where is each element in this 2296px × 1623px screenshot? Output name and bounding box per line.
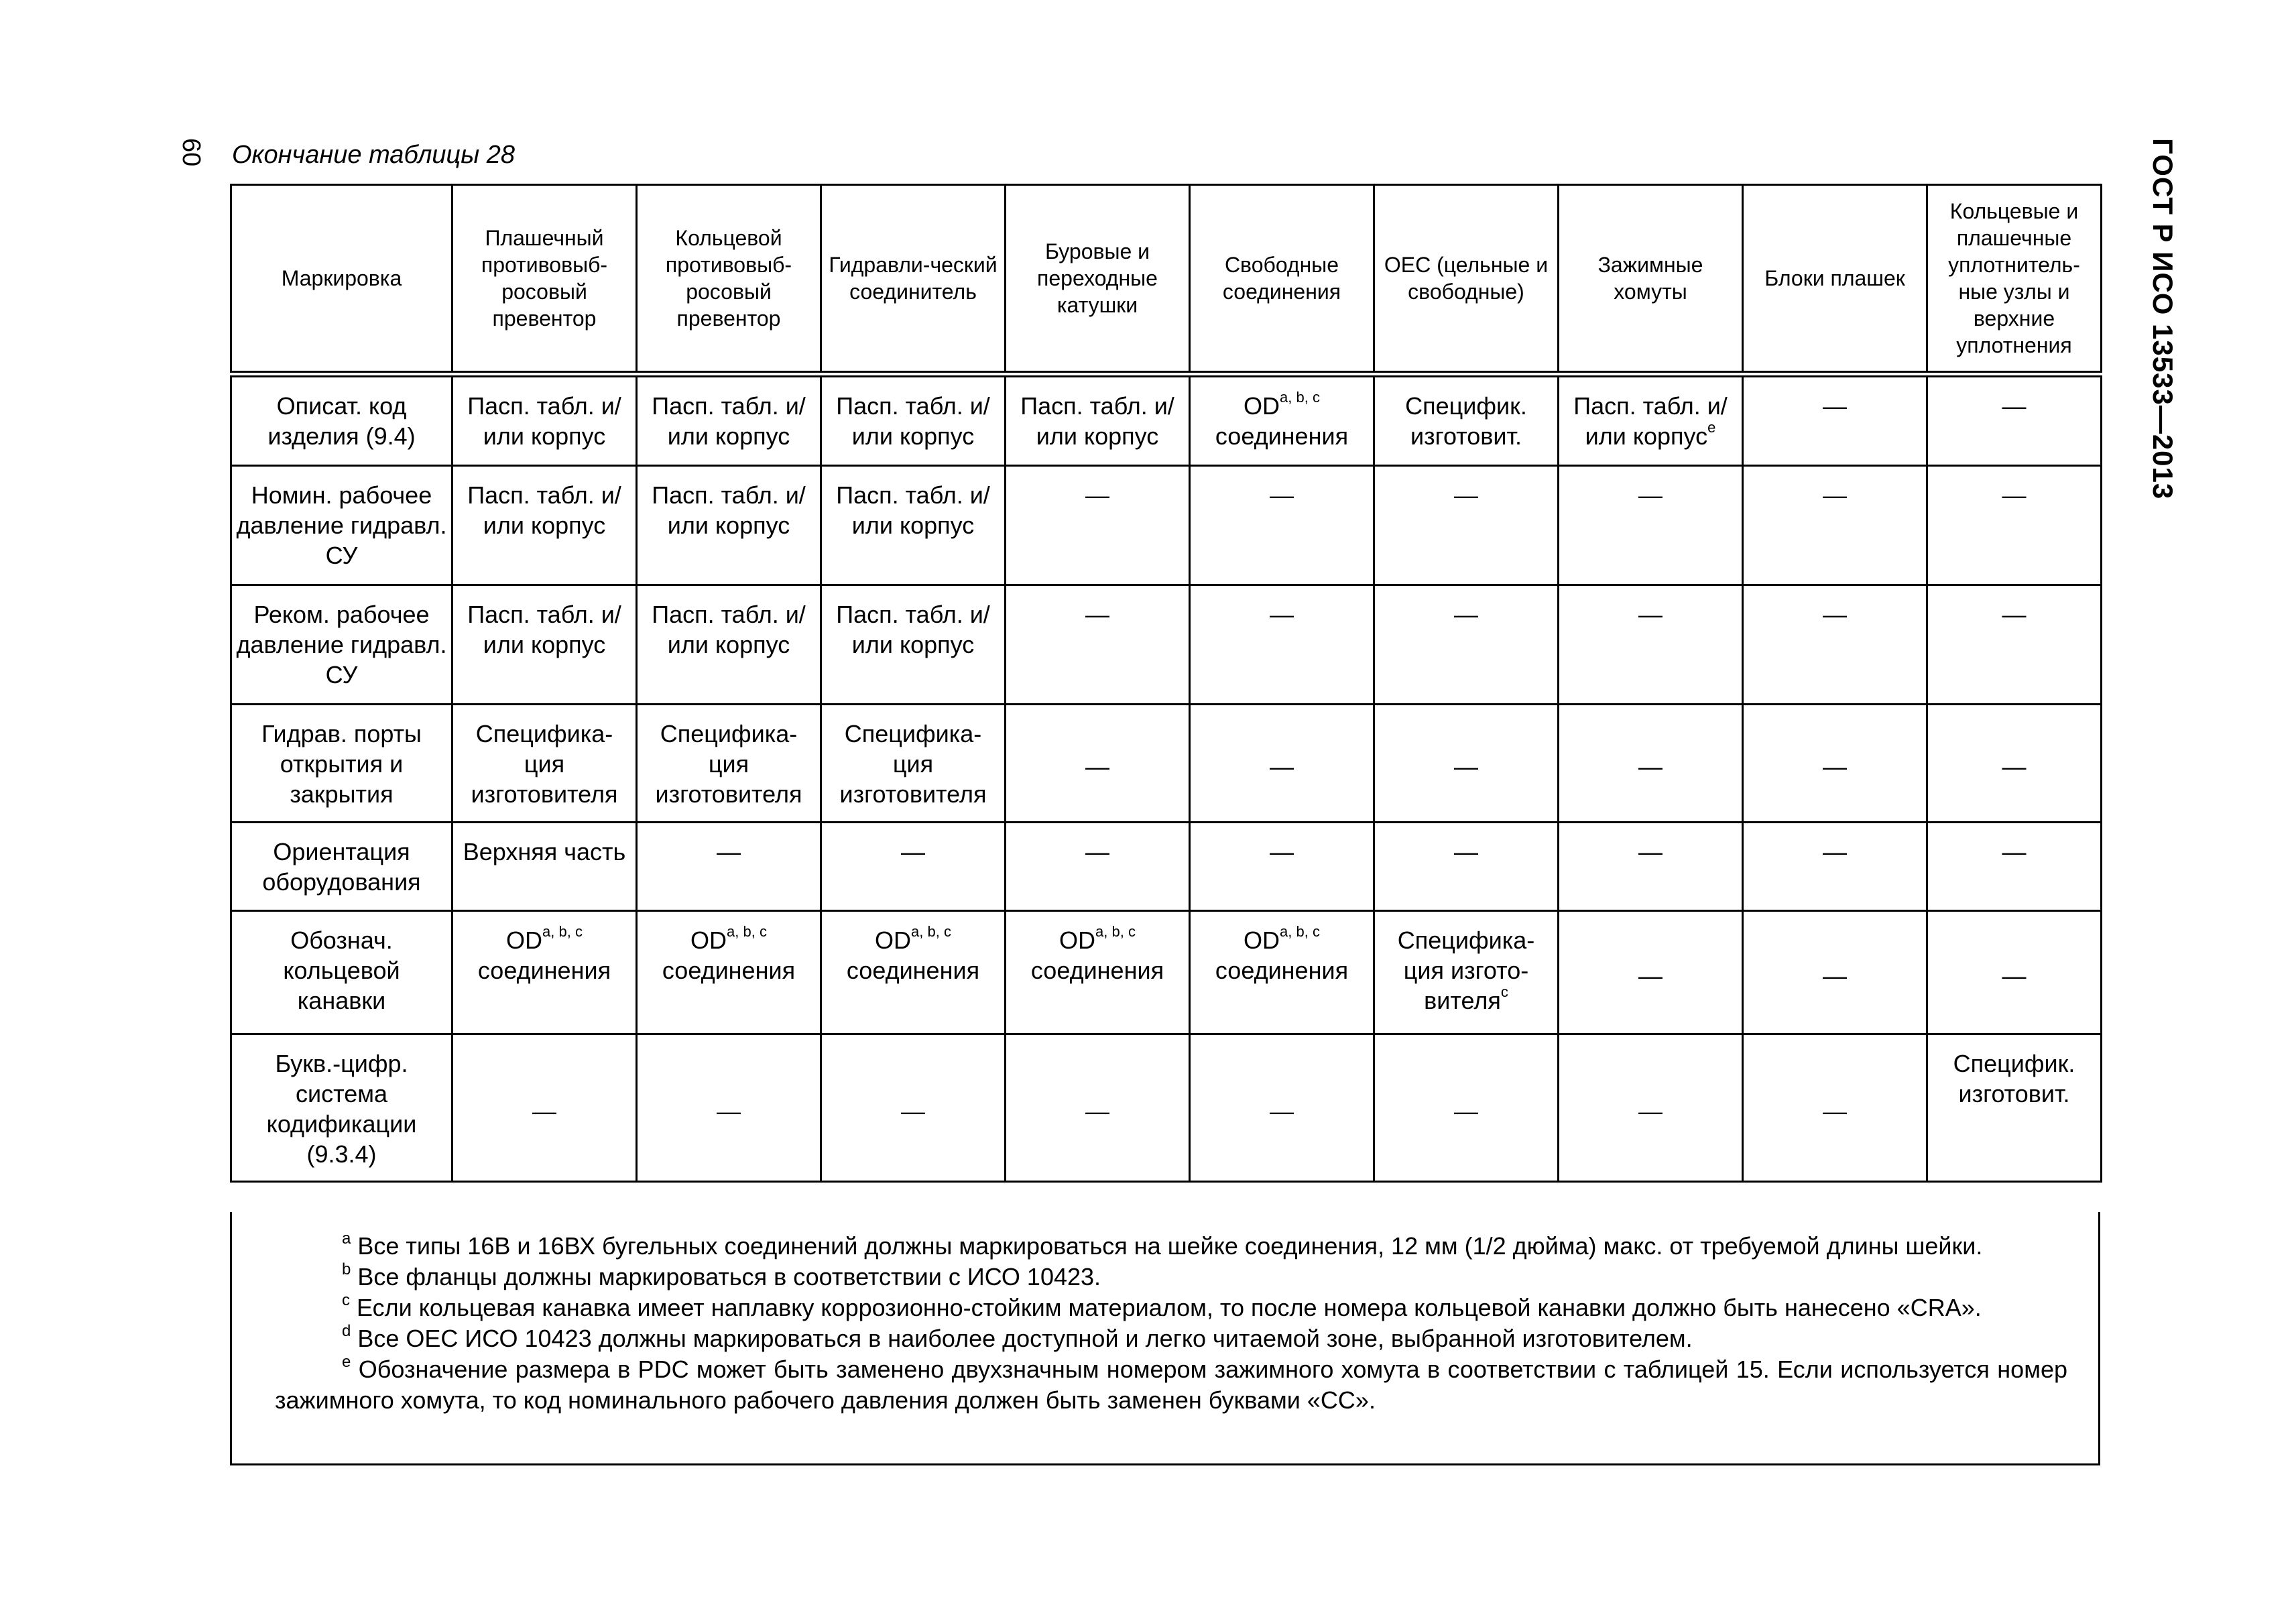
footnote-text: Все фланцы должны маркироваться в соответствии с ИСО 10423.	[357, 1263, 1101, 1290]
column-header: Блоки плашек	[1743, 185, 1927, 375]
cell-text: Специфика-ция изготовителя	[655, 719, 802, 808]
footnote-text: Все ОЕС ИСО 10423 должны маркироваться в наиболее доступной и легко читаемой зоне, выбранной изготовителем.	[357, 1325, 1693, 1352]
dash-value: —	[717, 837, 741, 865]
dash-value: —	[901, 837, 925, 865]
marking-table	[230, 184, 2102, 1183]
cell-text: Специфика-ция изготовителя	[471, 719, 618, 808]
column-header: Кольцевой противовыб-росовый превентор	[637, 185, 821, 375]
table-cell	[1190, 585, 1374, 704]
cell-text: Пасп. табл. и/или корпус	[652, 600, 806, 658]
table-cell	[1006, 910, 1190, 1034]
cell-text: Специфик. изготовит.	[1405, 392, 1527, 450]
dash-value: —	[2002, 752, 2027, 780]
table-cell	[1927, 704, 2102, 822]
cell-text: Пасп. табл. и/или корпус	[467, 600, 621, 658]
table-cell	[821, 1034, 1006, 1181]
table-cell	[821, 822, 1006, 910]
footnote-ref: a, b, c	[1280, 389, 1320, 406]
cell-text: Пасп. табл. и/или корпус	[1573, 392, 1728, 450]
table-cell	[1743, 465, 1927, 585]
table-cell	[1559, 704, 1743, 822]
standard-label	[2132, 138, 2185, 500]
table-cell	[821, 704, 1006, 822]
dash-value: —	[1085, 600, 1109, 628]
dash-value: —	[1638, 961, 1663, 989]
dash-value: —	[1638, 1097, 1663, 1125]
cell-text: соединения	[1215, 956, 1349, 984]
table-cell	[452, 704, 637, 822]
table-cell	[1743, 822, 1927, 910]
dash-value: —	[1638, 837, 1663, 865]
dash-value: —	[1454, 752, 1478, 780]
table-row	[231, 374, 2102, 465]
cell-text: Пасп. табл. и/или корпус	[836, 392, 990, 450]
cell-text: Специфика-ция изготовителя	[839, 719, 987, 808]
table-cell	[1006, 374, 1190, 465]
dash-value: —	[2002, 837, 2027, 865]
column-header: Зажимные хомуты	[1559, 185, 1743, 375]
table-cell	[1743, 704, 1927, 822]
table-row	[231, 465, 2102, 585]
footnotes	[230, 1212, 2100, 1465]
dash-value: —	[1823, 481, 1847, 509]
row-label: Описат. код изделия (9.4)	[231, 374, 452, 465]
column-header: ОЕС (цельные и свободные)	[1374, 185, 1559, 375]
cell-text: Специфика-ция изгото-вителя	[1397, 926, 1535, 1014]
dash-value: —	[1270, 600, 1294, 628]
cell-text: соединения	[846, 956, 980, 984]
cell-text: Пасп. табл. и/или корпус	[652, 392, 806, 450]
row-label: Букв.-цифр. система кодификации (9.3.4)	[231, 1034, 452, 1181]
cell-text: OD	[690, 926, 727, 954]
table-cell	[821, 585, 1006, 704]
cell-text: OD	[875, 926, 912, 954]
footnote-mark: a	[342, 1229, 351, 1248]
footnote	[275, 1354, 2067, 1416]
table-cell	[637, 822, 821, 910]
footnote-mark: b	[342, 1260, 351, 1278]
dash-value: —	[1638, 752, 1663, 780]
table-cell	[452, 1034, 637, 1181]
cell-text: Пасп. табл. и/или корпус	[836, 481, 990, 539]
table-cell	[1190, 1034, 1374, 1181]
dash-value: —	[1270, 1097, 1294, 1125]
table-cell	[1559, 822, 1743, 910]
table-body	[231, 374, 2102, 1181]
table-cell	[637, 585, 821, 704]
table-cell	[1743, 374, 1927, 465]
dash-value: —	[901, 1097, 925, 1125]
footnote-ref: a, b, c	[1280, 922, 1320, 940]
footnote-mark: d	[342, 1322, 351, 1340]
table-cell	[1374, 910, 1559, 1034]
cell-text: соединения	[1215, 422, 1349, 450]
table-row	[231, 1034, 2102, 1181]
table-cell	[1743, 1034, 1927, 1181]
table-cell	[821, 374, 1006, 465]
footnote-mark: e	[342, 1353, 351, 1371]
table-cell	[1190, 822, 1374, 910]
table-cell	[1190, 704, 1374, 822]
cell-text: OD	[1059, 926, 1096, 954]
row-label: Реком. рабочее давление гидравл. СУ	[231, 585, 452, 704]
column-header: Свободные соединения	[1190, 185, 1374, 375]
row-label: Ориентация оборудования	[231, 822, 452, 910]
cell-text: OD	[1244, 926, 1280, 954]
footnote-mark: c	[342, 1291, 350, 1309]
row-label: Обознач. кольцевой канавки	[231, 910, 452, 1034]
table-row	[231, 822, 2102, 910]
dash-value: —	[1085, 837, 1109, 865]
table-cell	[1927, 585, 2102, 704]
table-row	[231, 910, 2102, 1034]
table-cell	[1559, 585, 1743, 704]
footnote	[275, 1231, 2067, 1262]
table-cell	[452, 374, 637, 465]
footnote	[275, 1293, 2067, 1323]
footnote-ref: a, b, c	[911, 922, 951, 940]
cell-text: соединения	[1030, 956, 1164, 984]
cell-text: соединения	[477, 956, 611, 984]
dash-value: —	[1085, 752, 1109, 780]
table-row	[231, 585, 2102, 704]
footnote-ref: a, b, c	[727, 922, 767, 940]
cell-text: Пасп. табл. и/или корпус	[1020, 392, 1174, 450]
dash-value: —	[1823, 392, 1847, 420]
table-cell	[1927, 374, 2102, 465]
table-cell	[1374, 585, 1559, 704]
table-cell	[452, 910, 637, 1034]
dash-value: —	[717, 1097, 741, 1125]
cell-text: Верхняя часть	[463, 837, 626, 865]
dash-value: —	[2002, 481, 2027, 509]
dash-value: —	[1454, 481, 1478, 509]
row-label: Номин. рабочее давление гидравл. СУ	[231, 465, 452, 585]
cell-text: OD	[1244, 392, 1280, 420]
table-cell	[637, 374, 821, 465]
dash-value: —	[1823, 1097, 1847, 1125]
column-header: Буровые и переходные катушки	[1006, 185, 1190, 375]
table-cell	[1374, 1034, 1559, 1181]
cell-text: Специфик. изготовит.	[1953, 1049, 2075, 1107]
dash-value: —	[2002, 600, 2027, 628]
dash-value: —	[1638, 481, 1663, 509]
table-cell	[637, 910, 821, 1034]
footnote	[275, 1323, 2067, 1354]
footnote	[275, 1262, 2067, 1293]
table-cell	[1374, 704, 1559, 822]
table-cell	[821, 465, 1006, 585]
dash-value: —	[1085, 481, 1109, 509]
footnote-text: Обозначение размера в PDC может быть заменено двухзначным номером зажимного хомута в соответствии с таблицей 15. Если используется номер зажимного хомута, то код номинального рабочего давления должен быть заменен буквами «СС».	[275, 1356, 2067, 1414]
table-cell	[1374, 822, 1559, 910]
table-cell	[1190, 374, 1374, 465]
table-caption: Окончание таблицы 28	[232, 141, 516, 169]
table-cell	[821, 910, 1006, 1034]
table-cell	[1927, 822, 2102, 910]
dash-value: —	[2002, 961, 2027, 989]
dash-value: —	[1085, 1097, 1109, 1125]
cell-text: Пасп. табл. и/или корпус	[467, 481, 621, 539]
dash-value: —	[1823, 837, 1847, 865]
footnote-ref: c	[1500, 983, 1508, 1000]
table-cell	[1559, 910, 1743, 1034]
cell-text: соединения	[662, 956, 796, 984]
table-cell	[1374, 374, 1559, 465]
row-label: Гидрав. порты открытия и закрытия	[231, 704, 452, 822]
header-row	[231, 185, 2102, 375]
table-row	[231, 704, 2102, 822]
column-header: Гидравли-ческий соединитель	[821, 185, 1006, 375]
footnote-text: Все типы 16В и 16ВХ бугельных соединений должны маркироваться на шейке соединения, 12 мм (1/2 дюйма) макс. от требуемой длины шейки.	[357, 1232, 1983, 1260]
table-cell	[452, 585, 637, 704]
dash-value: —	[1270, 481, 1294, 509]
column-header: Маркировка	[231, 185, 452, 375]
cell-text: Пасп. табл. и/или корпус	[467, 392, 621, 450]
table-cell	[637, 704, 821, 822]
table-cell	[1559, 1034, 1743, 1181]
footnote-ref: a, b, c	[542, 922, 583, 940]
table-cell	[1743, 585, 1927, 704]
table-cell	[452, 465, 637, 585]
column-header: Кольцевые и плашечные уплотнитель-ные узлы и верхние уплотнения	[1927, 185, 2102, 375]
table-cell	[1006, 1034, 1190, 1181]
table-cell	[1006, 585, 1190, 704]
table-cell	[1927, 910, 2102, 1034]
table-cell	[1190, 465, 1374, 585]
table-cell	[1559, 465, 1743, 585]
table-cell	[637, 465, 821, 585]
table-cell	[1190, 910, 1374, 1034]
dash-value: —	[532, 1097, 556, 1125]
dash-value: —	[1823, 752, 1847, 780]
footnote-text: Если кольцевая канавка имеет наплавку коррозионно-стойким материалом, то после номера кольцевой канавки должно быть нанесено «CRA».	[357, 1294, 1982, 1321]
dash-value: —	[1270, 837, 1294, 865]
dash-value: —	[1638, 600, 1663, 628]
dash-value: —	[2002, 392, 2027, 420]
page-number: 60	[177, 138, 205, 167]
footnote-ref: e	[1707, 419, 1716, 436]
table-cell	[637, 1034, 821, 1181]
table-cell	[452, 822, 637, 910]
dash-value: —	[1823, 961, 1847, 989]
table-cell	[1559, 374, 1743, 465]
table-cell	[1006, 704, 1190, 822]
dash-value: —	[1270, 752, 1294, 780]
dash-value: —	[1454, 837, 1478, 865]
standard-designation: ГОСТ Р ИСО 13533—2013	[2147, 138, 2179, 500]
table-cell	[1927, 1034, 2102, 1181]
table-cell	[1927, 465, 2102, 585]
dash-value: —	[1454, 600, 1478, 628]
column-header: Плашечный противовыб-росовый превентор	[452, 185, 637, 375]
dash-value: —	[1823, 600, 1847, 628]
table-cell	[1006, 822, 1190, 910]
cell-text: OD	[506, 926, 543, 954]
table-cell	[1374, 465, 1559, 585]
footnote-ref: a, b, c	[1095, 922, 1136, 940]
dash-value: —	[1454, 1097, 1478, 1125]
cell-text: Пасп. табл. и/или корпус	[836, 600, 990, 658]
cell-text: Пасп. табл. и/или корпус	[652, 481, 806, 539]
table-cell	[1743, 910, 1927, 1034]
table-cell	[1006, 465, 1190, 585]
